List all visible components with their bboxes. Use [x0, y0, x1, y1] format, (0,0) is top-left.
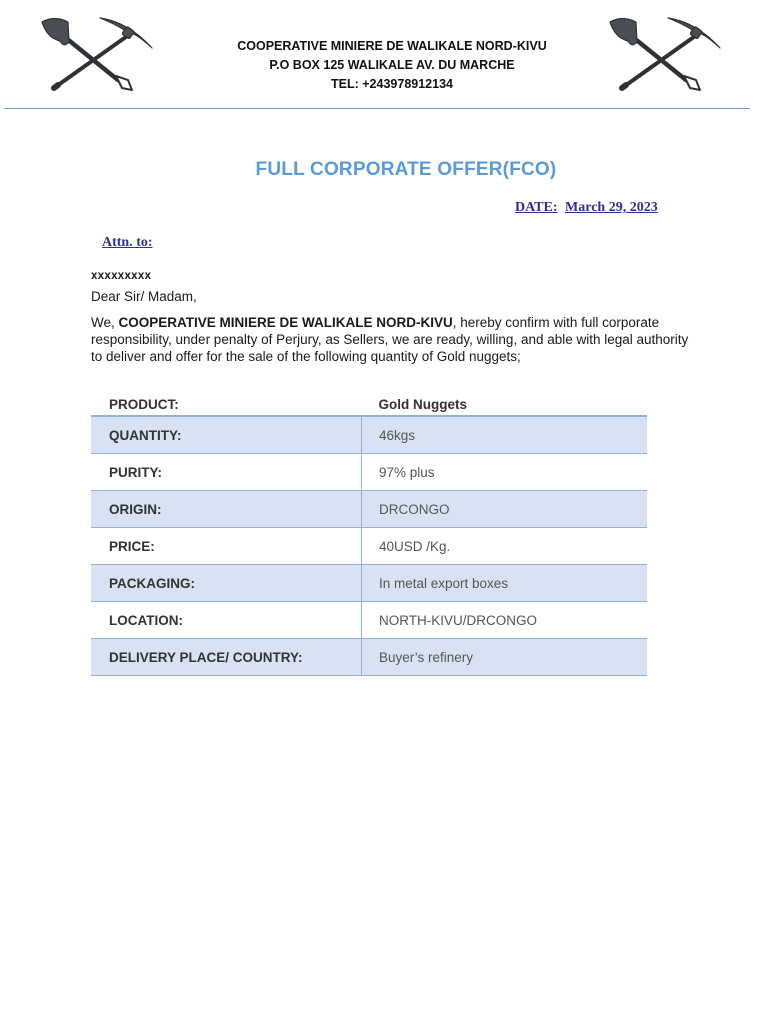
date-line	[515, 200, 670, 216]
table-row	[91, 491, 647, 528]
attention-label: Attn. to:	[102, 235, 153, 250]
paragraph-text: , hereby confirm with full corporate responsibility, under penalty of Perjury, as Sellers, we are ready, willing, and able with legal authority to deliver and offer for the sale of the following quantity of Gold nuggets;	[91, 315, 689, 364]
row-value: NORTH-KIVU/DRCONGO	[362, 602, 648, 639]
row-label: PURITY:	[91, 454, 362, 491]
table-row	[91, 454, 647, 491]
row-value: 40USD /Kg.	[362, 528, 648, 565]
greeting: Dear Sir/ Madam,	[91, 289, 197, 304]
table-row	[91, 416, 647, 454]
table-row	[91, 565, 647, 602]
row-label: LOCATION:	[91, 602, 362, 639]
table-header-label: PRODUCT:	[91, 394, 362, 416]
table-row	[91, 528, 647, 565]
row-label: PACKAGING:	[91, 565, 362, 602]
document-title: FULL CORPORATE OFFER(FCO)	[255, 159, 557, 180]
row-label: ORIGIN:	[91, 491, 362, 528]
paragraph-prefix: We,	[91, 315, 119, 330]
header-divider	[4, 108, 750, 109]
table-header-value: Gold Nuggets	[362, 394, 648, 416]
offer-table	[91, 394, 647, 676]
recipient-name: xxxxxxxxx	[91, 270, 152, 282]
row-label: PRICE:	[91, 528, 362, 565]
row-label: QUANTITY:	[91, 416, 362, 454]
shovel-pickaxe-icon	[604, 14, 722, 94]
row-value: DRCONGO	[362, 491, 648, 528]
row-value: In metal export boxes	[362, 565, 648, 602]
row-value: 46kgs	[362, 416, 648, 454]
date-label: DATE:	[515, 200, 558, 215]
date-value: March 29, 2023	[565, 200, 658, 215]
row-value: Buyer’s refinery	[362, 639, 648, 676]
company-address: P.O BOX 125 WALIKALE AV. DU MARCHE	[269, 58, 515, 72]
offer-paragraph	[91, 314, 691, 365]
row-label: DELIVERY PLACE/ COUNTRY:	[91, 639, 362, 676]
row-value: 97% plus	[362, 454, 648, 491]
company-name: COOPERATIVE MINIERE DE WALIKALE NORD-KIVU	[237, 39, 547, 53]
company-phone: TEL: +243978912134	[331, 77, 453, 91]
shovel-pickaxe-icon	[36, 14, 154, 94]
table-row	[91, 639, 647, 676]
letterhead	[200, 37, 584, 94]
table-row	[91, 602, 647, 639]
table-header-row	[91, 394, 647, 416]
paragraph-company: COOPERATIVE MINIERE DE WALIKALE NORD-KIVU	[118, 315, 453, 330]
